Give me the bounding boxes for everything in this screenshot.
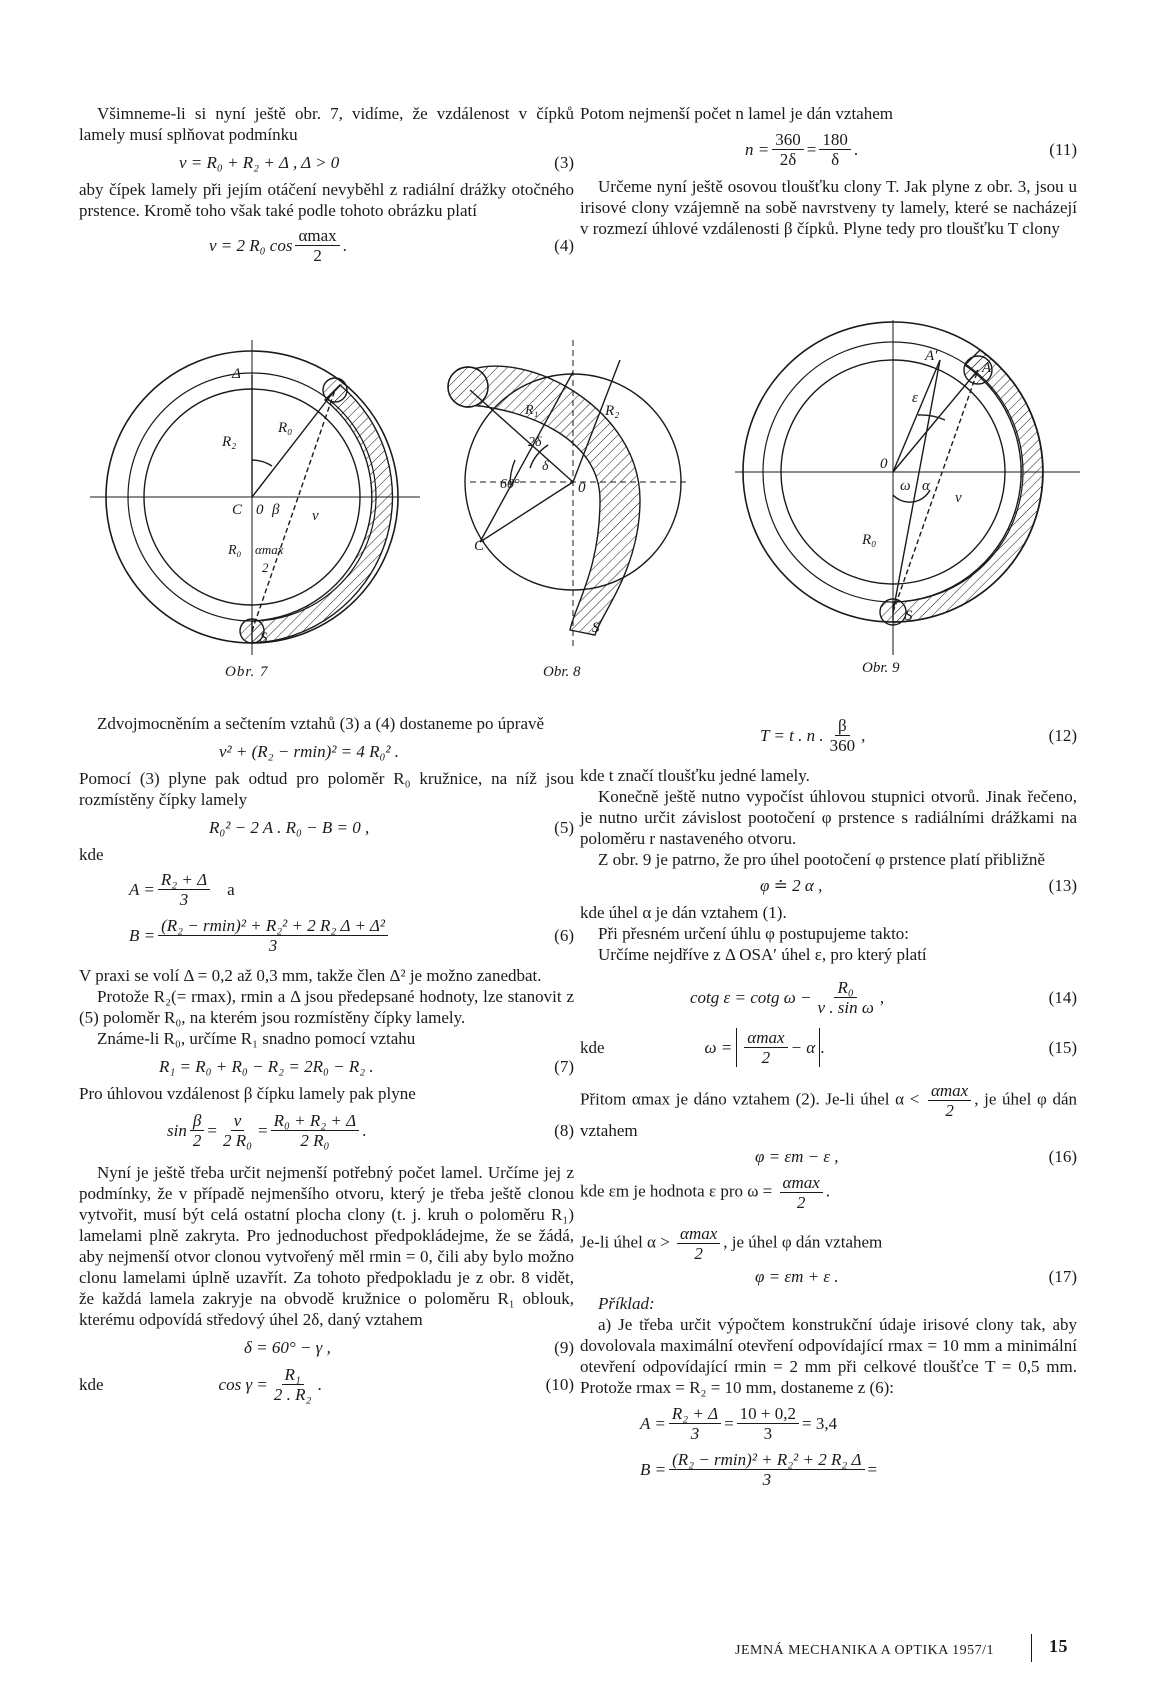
fig9-label: A (982, 360, 992, 376)
footer-divider (1031, 1634, 1032, 1662)
equation-10: kde cos γ = $\frac{\text{R₁}}{\text{2 . R₂}}$ . (10) (79, 1364, 574, 1404)
fig8-label: 0 (578, 480, 586, 496)
figures-row (0, 320, 1157, 700)
equation-number: (13) (1048, 875, 1077, 895)
fig8-label: C (474, 538, 485, 554)
example-equation-A: A = $\frac{\text{R₂ + Δ}}{3}$ = $\frac{10 + 0,2}{3}$ = 3,4 (640, 1403, 838, 1443)
fig9-label: α (922, 478, 930, 494)
paragraph: aby čípek lamely při jejím otáčení nevyběhl z radiální drážky otočného prstence. Kromě toho však také podle tohoto obrázku platí (79, 180, 574, 220)
paragraph: Zdvojmocněním a sečtením vztahů (3) a (4) dostaneme po úpravě (97, 714, 545, 733)
equation-number: (7) (554, 1056, 574, 1076)
fig9-label: ω (900, 478, 911, 494)
kde-label: kde (79, 1374, 104, 1394)
equation-12: T = t . n . $\frac{\beta}{360}$ , (12) (760, 715, 1077, 755)
equation-9: δ = 60° − γ , (9) (244, 1337, 574, 1357)
equation-number: (9) (554, 1337, 574, 1357)
paragraph: kde t značí tloušťku jedné lamely. (580, 766, 810, 785)
equation-14: cotg ε = cotg ω − $\frac{\text{R₀}}{\text{v . sin ω}}$ , (14) (690, 977, 1077, 1017)
equation-4: v = 2 R₀ cos $\frac{\alpha\max}{2}$ . (4) (209, 225, 574, 265)
equation-number: (15) (1048, 1037, 1077, 1057)
fig7-label: v (312, 508, 319, 524)
equation-15: kde ω = $\frac{\alpha\max}{2}$ − α . (15) (580, 1027, 1077, 1067)
paragraph: Konečně ještě nutno vypočíst úhlovou stupnici otvorů. Jinak řečeno, je nutno určit závislost pootočení φ prstence s radiálními drážkami na poloměru r nastaveného otvoru. (580, 787, 1077, 848)
paragraph: Při přesném určení úhlu φ postupujeme takto: (598, 924, 910, 943)
paragraph: V praxi se volí Δ = 0,2 až 0,3 mm, takže člen Δ² je možno zanedbat. (79, 966, 542, 985)
equation-11: n = $\frac{360}{2\delta}$ = $\frac{180}{\delta}$ . (11) (745, 129, 1077, 169)
equation-5: R₀² − 2 A . R₀ − B = 0 , (5) (209, 817, 574, 837)
fig7-label: R₀ (228, 543, 242, 558)
equation-7: R₁ = R₀ + R₀ − R₂ = 2R₀ − R₂ . (7) (159, 1056, 574, 1076)
paragraph: Určíme nejdříve z Δ OSA′ úhel ε, pro který platí (598, 945, 927, 964)
fig7-label: αmax (255, 542, 284, 557)
left-column-top (79, 103, 574, 263)
example-heading: Příklad: (598, 1294, 655, 1313)
fig9-label: ε (912, 390, 918, 406)
figure-9 (735, 320, 1080, 655)
fig7-label: Δ (232, 366, 241, 382)
fig9-label: S (905, 608, 913, 624)
paragraph: Přitom αmax je dáno vztahem (2). Je-li úhel α < $\frac{\alpha\max}{2}$ , je úhel φ dán vztahem (580, 1081, 1077, 1140)
fig8-label: S (592, 620, 600, 636)
figure-7 (90, 340, 420, 655)
figure-8 (448, 340, 690, 650)
fig7-caption: Obr. 7 (225, 664, 269, 680)
absolute-value: $\frac{\alpha\max}{2}$ − α (736, 1028, 820, 1067)
fig7-label: R₂ (222, 434, 237, 450)
equation-number: (5) (554, 817, 574, 837)
equation-number: (12) (1048, 725, 1077, 745)
paragraph: kde úhel α je dán vztahem (1). (580, 903, 787, 922)
equation-6: B = $\frac{\text{(R₂ − rmin)² + R₂² + 2 R₂ Δ + Δ²}}{3}$ (6) (129, 915, 574, 955)
equation-number: (10) (545, 1374, 574, 1394)
paragraph: Je-li úhel α > $\frac{\alpha\max}{2}$ , je úhel φ dán vztahem (580, 1224, 883, 1263)
equation-16: φ = εm − ε , (16) (755, 1146, 1077, 1166)
equation-number: (16) (1048, 1146, 1077, 1166)
paragraph: Potom nejmenší počet n lamel je dán vztahem (580, 104, 893, 123)
equation-unnumbered: v² + (R₂ − rmin)² = 4 R₀² . (219, 741, 400, 761)
fig9-caption: Obr. 9 (862, 660, 900, 676)
equation-3: v = R₀ + R₂ + Δ , Δ > 0 (3) (179, 152, 574, 172)
fig7-label: β (272, 502, 280, 518)
fig7-label: 2 (262, 560, 269, 575)
equation-number: (4) (554, 235, 574, 255)
kde-label: kde (580, 1037, 605, 1057)
equation-number: (17) (1048, 1266, 1077, 1286)
fig8-label: R₁ (525, 403, 539, 418)
right-column-top (580, 103, 1077, 239)
journal-title: JEMNÁ MECHANIKA A OPTIKA 1957/1 (735, 1643, 994, 1658)
equation-A: A = $\frac{\text{R₂ + Δ}}{3}$ a (129, 869, 235, 909)
equation-number: (14) (1048, 987, 1077, 1007)
fig9-label: 0 (880, 456, 888, 472)
fig7-label: S (260, 630, 268, 646)
paragraph: Známe-li R₀, určíme R₁ snadno pomocí vztahu (97, 1029, 416, 1048)
example-equation-B: B = $\frac{\text{(R₂ − rmin)² + R₂² + 2 R₂ Δ}}{3}$ = (640, 1449, 878, 1489)
paragraph: a) Je třeba určit výpočtem konstrukční údaje irisové clony tak, aby dovolovala maximální otevření odpovídající rmax = 10 mm a minimální otevření odpovídající rmin = 2 mm při celkové tloušťce T = 0,5 mm. Protože rmax = R₂ = 10 mm, dostaneme z (6): (580, 1315, 1077, 1397)
equation-number: (8) (554, 1120, 574, 1140)
equation-8: sin $\frac{\beta}{2}$ = $\frac{v}{\text{2 R₀}}$ = $\frac{\text{R₀ + R₂ + Δ}}{\text{2 R₀}}$ . (8) (167, 1110, 574, 1150)
fig7-label: C (232, 502, 243, 518)
fig8-label: 2δ (528, 435, 542, 450)
fig7-label: R₀ (278, 420, 293, 436)
paragraph: Z obr. 9 je patrno, že pro úhel pootočení φ prstence platí přibližně (598, 850, 1045, 869)
fig8-label: δ (542, 459, 549, 474)
fig8-label: R₂ (605, 403, 620, 419)
fig8-label: 60° (500, 477, 520, 492)
figures-svg (0, 320, 1157, 700)
fig9-label: A′ (925, 348, 938, 364)
paragraph: Určeme nyní ještě osovou tloušťku clony T. Jak plyne z obr. 3, jsou u irisové clony vzájemně na sobě navrstveny ty lamely, které se nacházejí v rozmezí úhlové vzdálenosti β čípků. Plyne tedy pro tloušťku T clony (580, 177, 1077, 238)
paragraph: kde εm je hodnota ε pro ω = $\frac{\alpha\max}{2}$ . (580, 1173, 831, 1212)
fig7-label: 0 (256, 502, 264, 518)
page-footer (735, 1634, 1075, 1662)
paragraph: Pro úhlovou vzdálenost β čípku lamely pak plyne (79, 1084, 416, 1103)
paragraph: Pomocí (3) plyne pak odtud pro poloměr R₀ kružnice, na níž jsou rozmístěny čípky lamely (79, 769, 574, 809)
paragraph: Všimneme-li si nyní ještě obr. 7, vidíme, že vzdálenost v čípků lamely musí splňovat podmínku (79, 104, 574, 144)
page-number: 15 (1049, 1636, 1068, 1656)
equation-13: φ ≐ 2 α , (13) (760, 875, 1077, 895)
paragraph: Protože R₂(= rmax), rmin a Δ jsou předepsané hodnoty, lze stanovit z (5) poloměr R₀, na kterém jsou rozmístěny čípky lamely. (79, 987, 574, 1027)
fig8-caption: Obr. 8 (543, 664, 581, 680)
paragraph: Nyní je ještě třeba určit nejmenší potřebný počet lamel. Určíme jej z podmínky, že v případě nejmenšího otvoru, který je třeba ještě clonou vytvořit, musí být celá ostatní plocha clony (t. j. kruh o poloměru R₁) lamelami plně zakryta. Pro jednoduchost předpokládejme, že se žádá, aby nejmenší otvor clonou vytvořený měl rmin = 0, čili aby bylo možno clonu lamelami úplně uzavřít. Za tohoto předpokladu je z obr. 8 vidět, že každá lamela zakryje na obvodě kružnice o poloměru R₁ oblouk, kterému odpovídá středový úhel 2δ, daný vztahem (79, 1163, 574, 1329)
fig9-label: R₀ (862, 532, 877, 548)
equation-number: (3) (554, 152, 574, 172)
left-column-bottom (79, 713, 574, 1404)
equation-number: (6) (554, 925, 574, 945)
equation-number: (11) (1049, 139, 1077, 159)
right-column-bottom (580, 715, 1077, 1490)
fig9-label: v (955, 490, 962, 506)
equation-17: φ = εm + ε . (17) (755, 1266, 1077, 1286)
kde-label: kde (79, 845, 104, 864)
